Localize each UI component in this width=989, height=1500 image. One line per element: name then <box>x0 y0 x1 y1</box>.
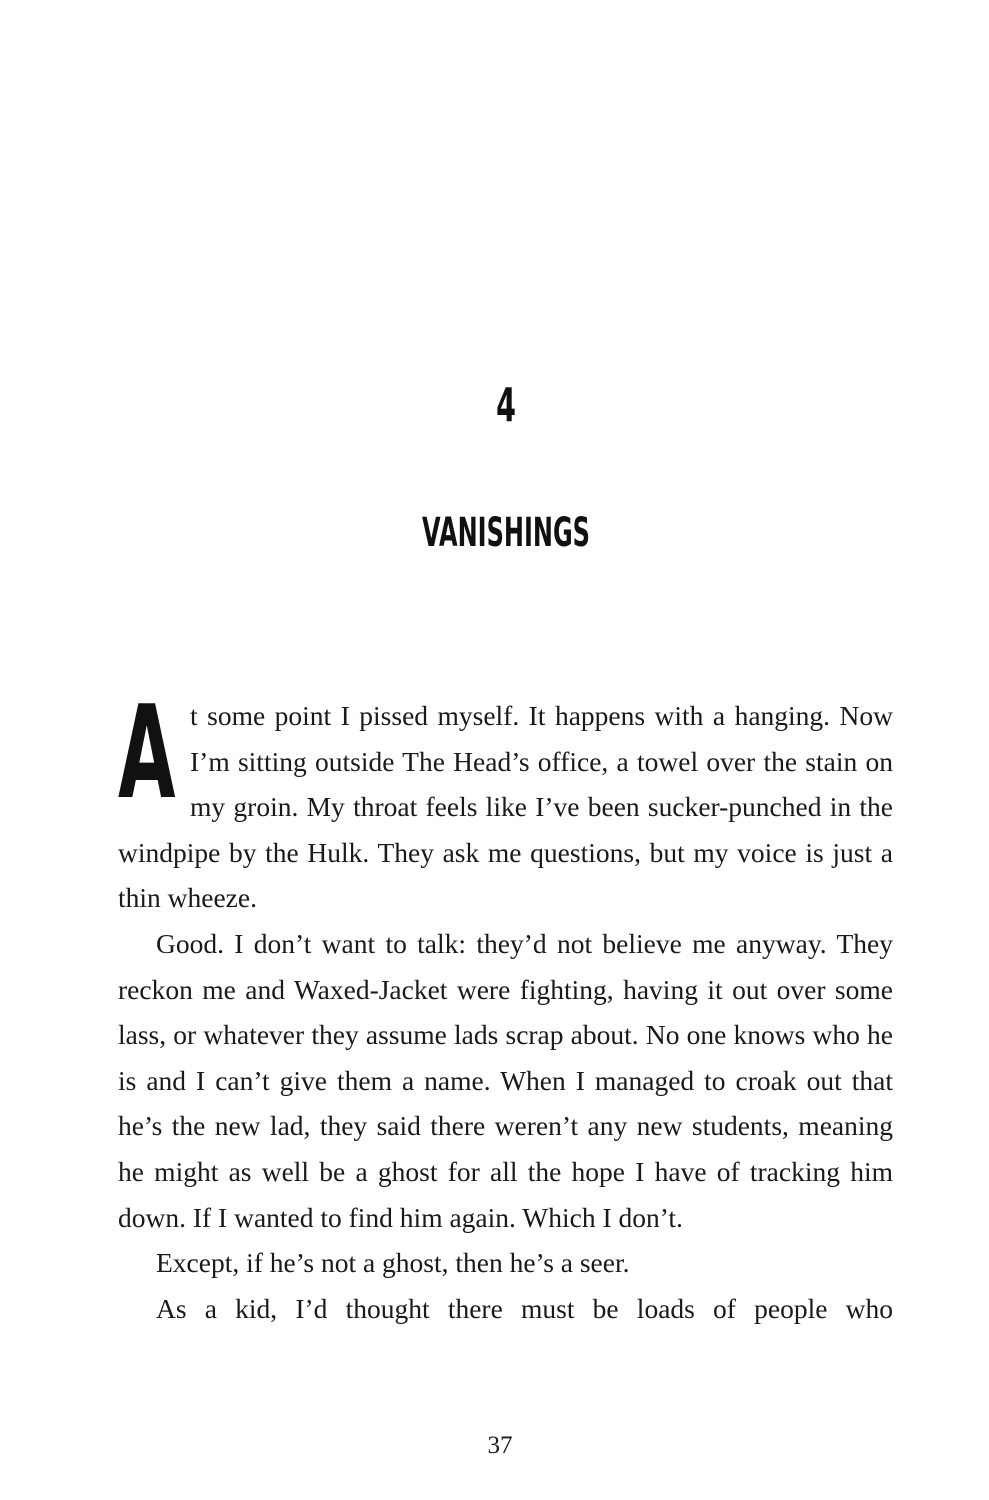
paragraph-1 <box>118 679 893 921</box>
paragraph-2: Good. I don’t want to talk: they’d not believe me anyway. They reckon me and Waxed-Jacket were fighting, having it out over some lass, or whatever they assume lads scrap about. No one knows who he is and I can’t give them a name. When I managed to croak out that he’s the new lad, they said there weren’t any new students, meaning he might as well be a ghost for all the hope I have of tracking him down. If I wanted to find him again. Which I don’t. <box>118 927 893 1233</box>
chapter-title: VANISHINGS <box>422 510 590 556</box>
paragraph-1-text: t some point I pissed myself. It happens with a hanging. Now I’m sitting outside The Head’s office, a towel over the stain on my groin. My throat feels like I’ve been sucker-punched in the windpipe by the Hulk. They ask me questions, but my voice is just a thin wheeze. <box>118 700 893 914</box>
paragraph-3: Except, if he’s not a ghost, then he’s a seer. <box>156 1247 630 1279</box>
chapter-number: 4 <box>496 378 516 432</box>
chapter-body <box>118 679 893 1331</box>
paragraph-4: As a kid, I’d thought there must be loads of people who <box>156 1292 893 1324</box>
page-number: 37 <box>487 1432 513 1459</box>
drop-cap: A <box>118 679 176 828</box>
